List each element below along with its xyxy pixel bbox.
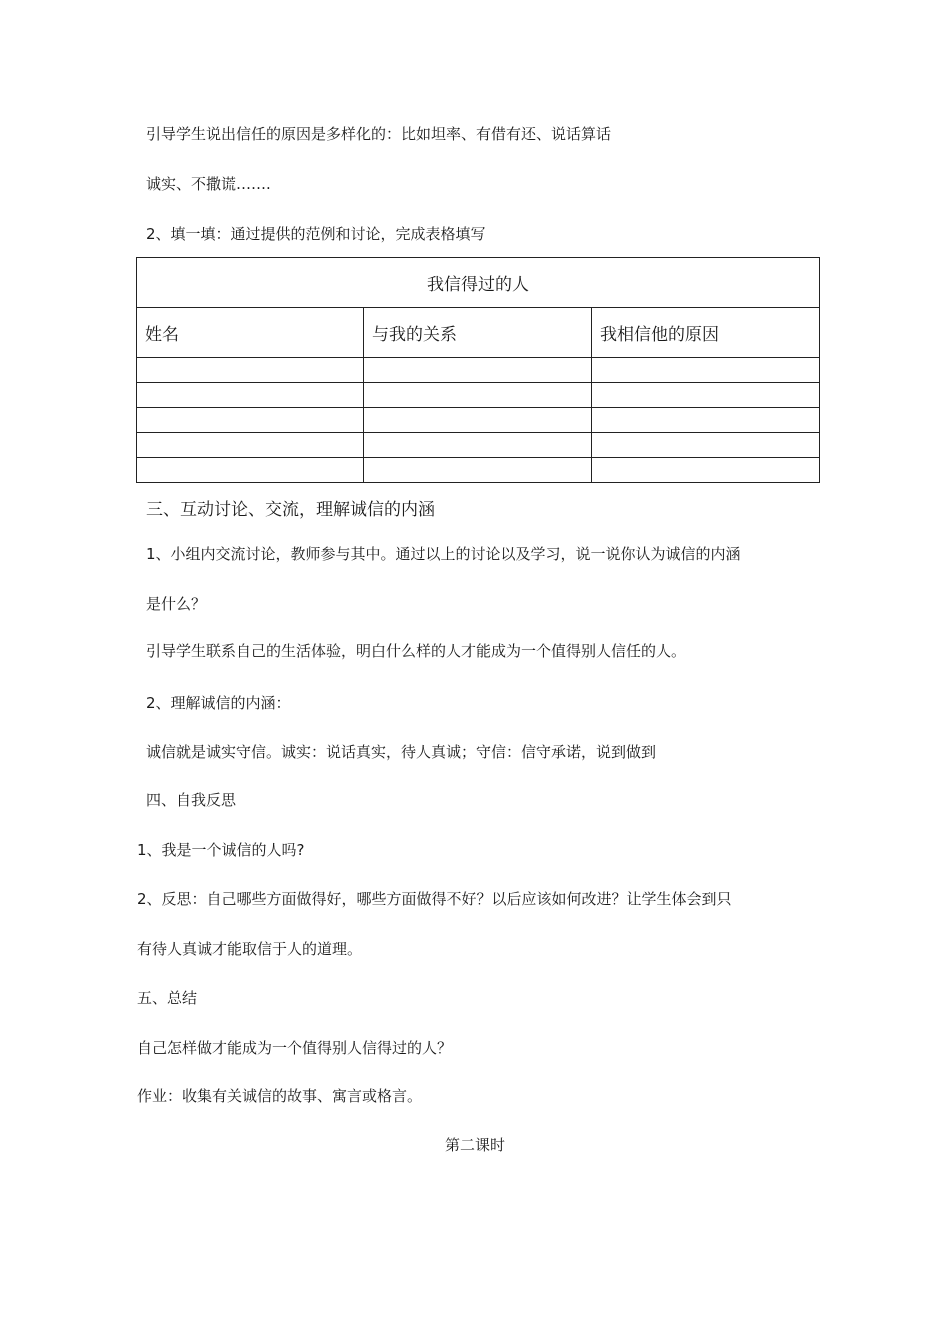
table-row	[137, 358, 820, 383]
table-row	[137, 458, 820, 483]
table-cell[interactable]	[137, 458, 364, 483]
table-row	[137, 433, 820, 458]
column-header-reason: 我相信他的原因	[592, 308, 820, 358]
paragraph-reflection: 2、反思：自己哪些方面做得好，哪些方面做得不好？以后应该如何改进？让学生体会到只	[137, 890, 732, 908]
paragraph-group-discussion: 1、小组内交流讨论，教师参与其中。通过以上的讨论以及学习，说一说你认为诚信的内涵	[146, 545, 741, 563]
table-cell[interactable]	[592, 458, 820, 483]
paragraph-reflection-cont: 有待人真诚才能取信于人的道理。	[137, 940, 363, 958]
paragraph-honesty: 诚实、不撒谎…….	[146, 175, 271, 193]
section-four-heading: 四、自我反思	[146, 791, 237, 809]
table-cell[interactable]	[592, 408, 820, 433]
table-cell[interactable]	[364, 383, 592, 408]
table-cell[interactable]	[364, 358, 592, 383]
paragraph-homework: 作业：收集有关诚信的故事、寓言或格言。	[137, 1087, 423, 1105]
table-title: 我信得过的人	[137, 258, 820, 308]
paragraph-understand-integrity: 2、理解诚信的内涵：	[146, 694, 291, 712]
paragraph-life-experience: 引导学生联系自己的生活体验，明白什么样的人才能成为一个值得别人信任的人。	[146, 642, 687, 660]
table-cell[interactable]	[364, 458, 592, 483]
table-row	[137, 383, 820, 408]
trusted-people-table	[136, 257, 820, 483]
paragraph-fill-table: 2、填一填：通过提供的范例和讨论，完成表格填写	[146, 225, 486, 243]
table-cell[interactable]	[137, 358, 364, 383]
paragraph-integrity-definition: 诚信就是诚实守信。诚实：说话真实，待人真诚；守信：信守承诺，说到做到	[146, 743, 657, 761]
table-cell[interactable]	[364, 408, 592, 433]
column-header-name: 姓名	[137, 308, 364, 358]
paragraph-self-question: 1、我是一个诚信的人吗?	[137, 841, 305, 859]
paragraph-summary-question: 自己怎样做才能成为一个值得别人信得过的人？	[137, 1039, 453, 1057]
table-row	[137, 408, 820, 433]
table-cell[interactable]	[137, 433, 364, 458]
table-cell[interactable]	[592, 433, 820, 458]
paragraph-group-discussion-cont: 是什么？	[146, 595, 207, 613]
table-cell[interactable]	[364, 433, 592, 458]
section-five-heading: 五、总结	[137, 989, 198, 1007]
paragraph-trust-reasons: 引导学生说出信任的原因是多样化的：比如坦率、有借有还、说话算话	[146, 125, 612, 143]
table-cell[interactable]	[137, 408, 364, 433]
section-three-heading: 三、互动讨论、交流，理解诚信的内涵	[146, 500, 435, 520]
table-cell[interactable]	[137, 383, 364, 408]
column-header-relation: 与我的关系	[364, 308, 592, 358]
table-cell[interactable]	[592, 358, 820, 383]
lesson-two-heading: 第二课时	[445, 1136, 506, 1154]
table-cell[interactable]	[592, 383, 820, 408]
